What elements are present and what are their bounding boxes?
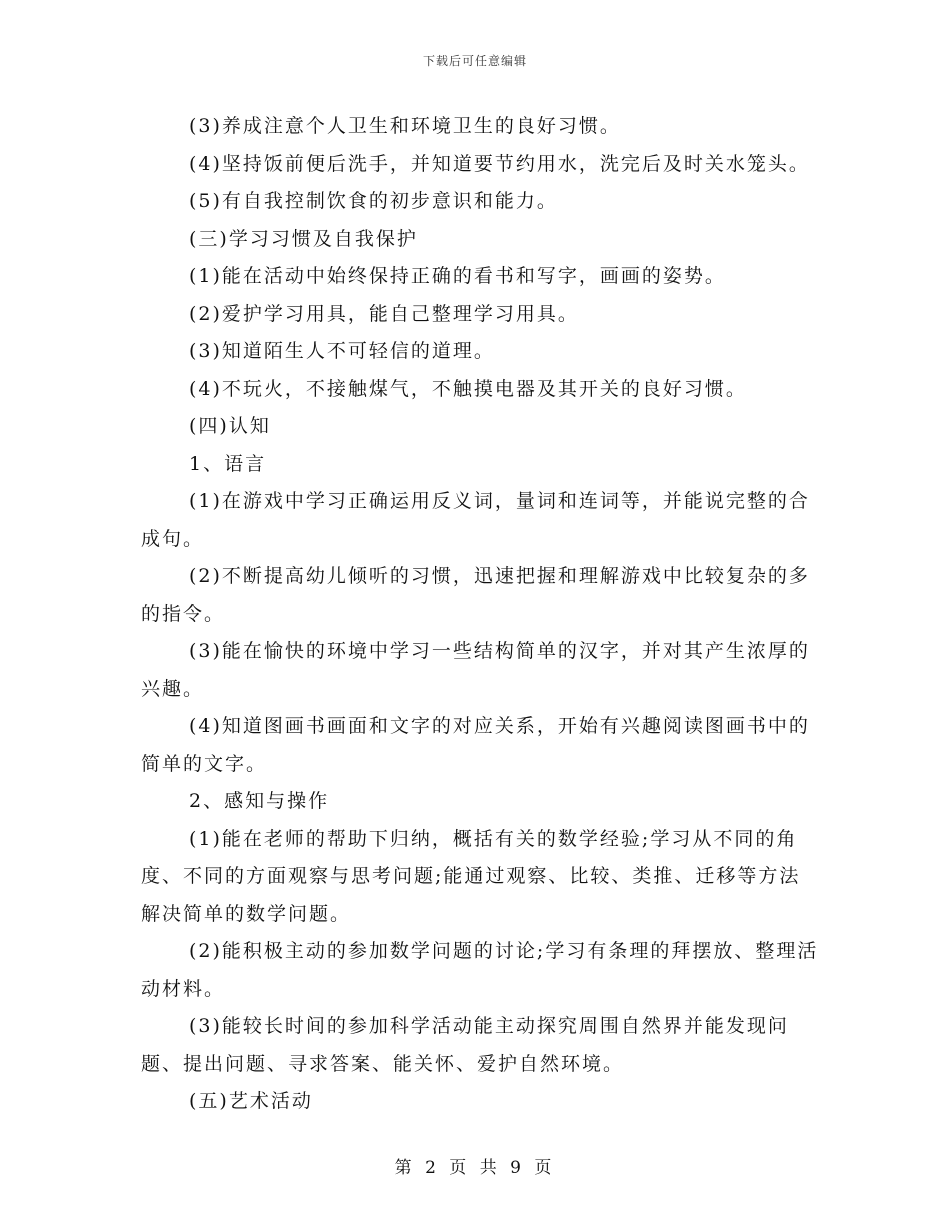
page-header: 下载后可任意编辑 [422,54,527,68]
page-number: 第 2 页 共 9 页 [394,1158,556,1178]
paragraph: (1)能在老师的帮助下归纳，概括有关的数学经验;学习从不同的角度、不同的方面观察与思考问题;能通过观察、比较、类推、迁移等方法解决简单的数学问题。 [141,827,801,925]
paragraph: (1)能在活动中始终保持正确的看书和写字，画画的姿势。 [189,265,726,287]
section-heading: (三)学习习惯及自我保护 [189,227,418,250]
paragraph: (4)不玩火，不接触煤气，不触摸电器及其开关的良好习惯。 [189,377,747,400]
paragraph: (2)能积极主动的参加数学问题的讨论;学习有条理的拜摆放、整理活动材料。 [141,940,819,1000]
document-body [141,108,821,1121]
paragraph: (3)能在愉快的环境中学习一些结构简单的汉字，并对其产生浓厚的兴趣。 [141,640,810,700]
paragraph: (4)知道图画书画面和文字的对应关系，开始有兴趣阅读图画书中的简单的文字。 [141,715,810,775]
paragraph: (3)能较长时间的参加科学活动能主动探究周围自然界并能发现问题、提出问题、寻求答案、能关怀、爱护自然环境。 [141,1015,789,1075]
section-heading: (五)艺术活动 [189,1090,313,1112]
paragraph: (3)知道陌生人不可轻信的道理。 [189,340,495,362]
paragraph: (1)在游戏中学习正确运用反义词，量词和连词等，并能说完整的合成句。 [141,490,810,550]
paragraph: (5)有自我控制饮食的初步意识和能力。 [189,190,558,212]
subsection-heading: 1、语言 [189,452,267,475]
paragraph: (2)爱护学习用具，能自己整理学习用具。 [189,302,579,325]
paragraph: (4)坚持饭前便后洗手，并知道要节约用水，洗完后及时关水笼头。 [189,152,810,175]
section-heading: (四)认知 [189,415,271,437]
paragraph: (2)不断提高幼儿倾听的习惯，迅速把握和理解游戏中比较复杂的多的指令。 [141,565,810,625]
paragraph: (3)养成注意个人卫生和环境卫生的良好习惯。 [189,115,621,137]
subsection-heading: 2、感知与操作 [189,790,330,812]
